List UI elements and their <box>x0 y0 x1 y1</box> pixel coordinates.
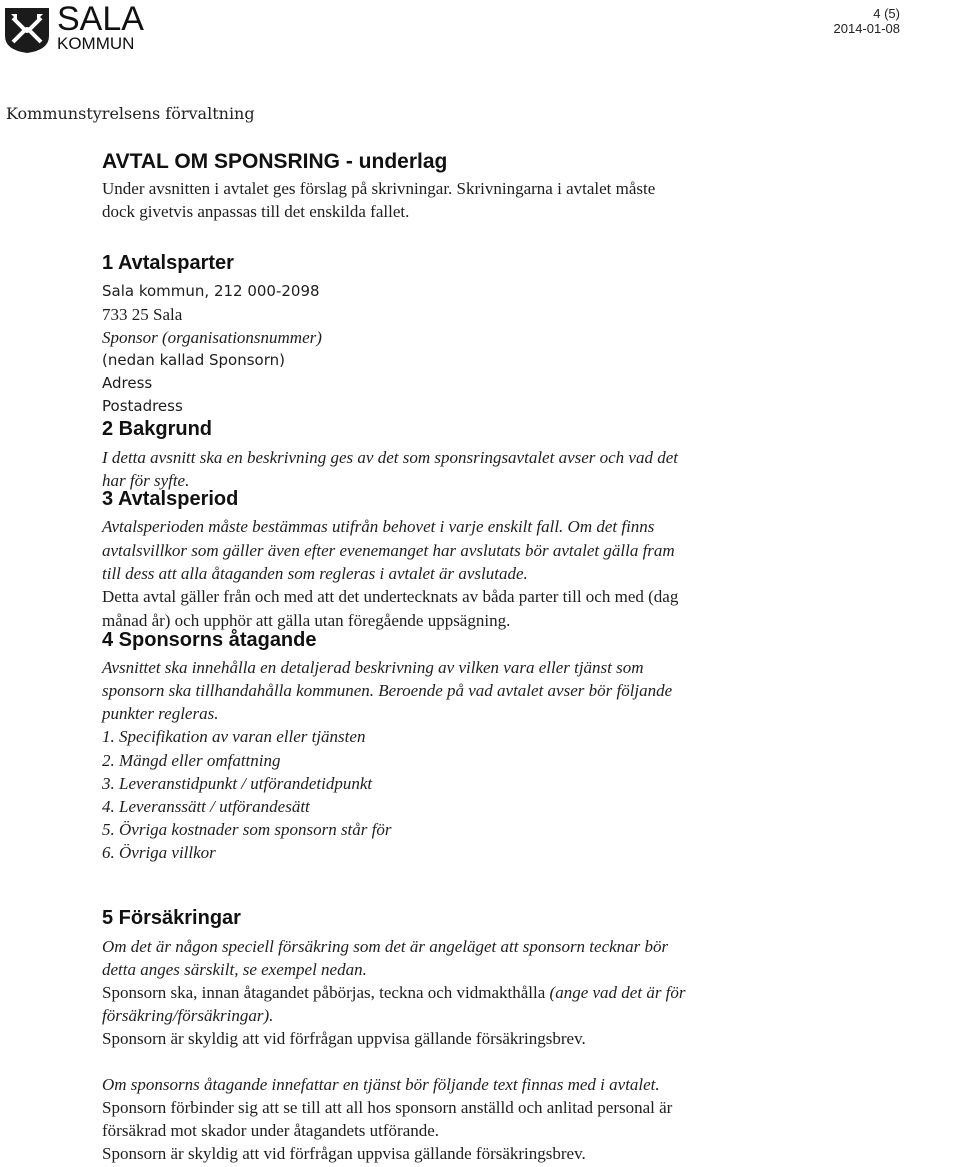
body-line: Sponsorn är skyldig att vid förfrågan uppvisa gällande försäkringsbrev. <box>102 1029 586 1048</box>
list-item: 4. Leveranssätt / utförandesätt <box>102 797 310 816</box>
intro-line: dock givetvis anpassas till det enskilda fallet. <box>102 202 410 221</box>
body-line: månad år) och upphör att gälla utan föregående uppsägning. <box>102 611 511 630</box>
intro-line: Under avsnitten i avtalet ges förslag på skrivningar. Skrivningarna i avtalet måste <box>102 179 656 198</box>
body-line <box>102 981 686 1004</box>
logo <box>0 0 160 62</box>
body-line: Avsnittet ska innehålla en detaljerad beskrivning av vilken vara eller tjänst som <box>102 658 644 677</box>
body-line: punkter regleras. <box>102 704 219 723</box>
body-line: till dess att alla åtaganden som regleras i avtalet är avslutade. <box>102 564 528 583</box>
office-name: Kommunstyrelsens förvaltning <box>6 104 255 123</box>
section-heading-5: 5 Försäkringar <box>102 907 241 929</box>
section-heading-4: 4 Sponsorns åtagande <box>102 629 317 651</box>
page-number: 4 (5) <box>873 6 900 21</box>
section-heading-3: 3 Avtalsperiod <box>102 488 239 510</box>
list-item: 3. Leveranstidpunkt / utförandetidpunkt <box>102 774 373 793</box>
party-line: Sponsor (organisationsnummer) <box>102 328 322 347</box>
body-line: detta anges särskilt, se exempel nedan. <box>102 960 367 979</box>
body-line: försäkring/försäkringar). <box>102 1006 274 1025</box>
party-line: Adress <box>102 374 153 392</box>
document-title: AVTAL OM SPONSRING - underlag <box>102 150 448 173</box>
document-date: 2014-01-08 <box>833 21 900 36</box>
body-line: avtalsvillkor som gäller även efter evenemanget har avslutats bör avtalet gälla fram <box>102 541 675 560</box>
body-line: Sponsorn förbinder sig att se till att all hos sponsorn anställd och anlitad personal är <box>102 1098 673 1117</box>
body-line: har för syfte. <box>102 471 190 490</box>
body-line: I detta avsnitt ska en beskrivning ges av det som sponsringsavtalet avser och vad det <box>102 448 678 467</box>
list-item: 6. Övriga villkor <box>102 843 216 862</box>
party-line: Sala kommun, 212 000-2098 <box>102 282 320 300</box>
body-line: Detta avtal gäller från och med att det undertecknats av båda parter till och med (dag <box>102 587 679 606</box>
page-meta <box>834 6 901 36</box>
sala-shield-icon <box>3 6 51 54</box>
body-line: försäkrad mot skador under åtagandets utförande. <box>102 1121 440 1140</box>
body-text-italic: (ange vad det är för <box>549 983 686 1002</box>
body-line: Sponsorn är skyldig att vid förfrågan uppvisa gällande försäkringsbrev. <box>102 1144 586 1163</box>
list-item: 5. Övriga kostnader som sponsorn står för <box>102 820 392 839</box>
section-heading-2: 2 Bakgrund <box>102 418 213 440</box>
logo-subtitle: KOMMUN <box>57 34 135 53</box>
list-item: 1. Specifikation av varan eller tjänsten <box>102 727 366 746</box>
body-line: sponsorn ska tillhandahålla kommunen. Beroende på vad avtalet avser bör följande <box>102 681 673 700</box>
party-line: Postadress <box>102 397 183 415</box>
section-heading-1: 1 Avtalsparter <box>102 252 234 274</box>
party-line: (nedan kallad Sponsorn) <box>102 351 285 369</box>
body-line: Om sponsorns åtagande innefattar en tjänst bör följande text finnas med i avtalet. <box>102 1075 660 1094</box>
logo-name: SALA <box>57 0 144 38</box>
body-line: Avtalsperioden måste bestämmas utifrån behovet i varje enskilt fall. Om det finns <box>102 517 655 536</box>
body-line: Om det är någon speciell försäkring som det är angeläget att sponsorn tecknar bör <box>102 937 669 956</box>
body-text: Sponsorn ska, innan åtagandet påbörjas, teckna och vidmakthålla <box>102 983 550 1002</box>
list-item: 2. Mängd eller omfattning <box>102 751 281 770</box>
party-line: 733 25 Sala <box>102 305 183 324</box>
